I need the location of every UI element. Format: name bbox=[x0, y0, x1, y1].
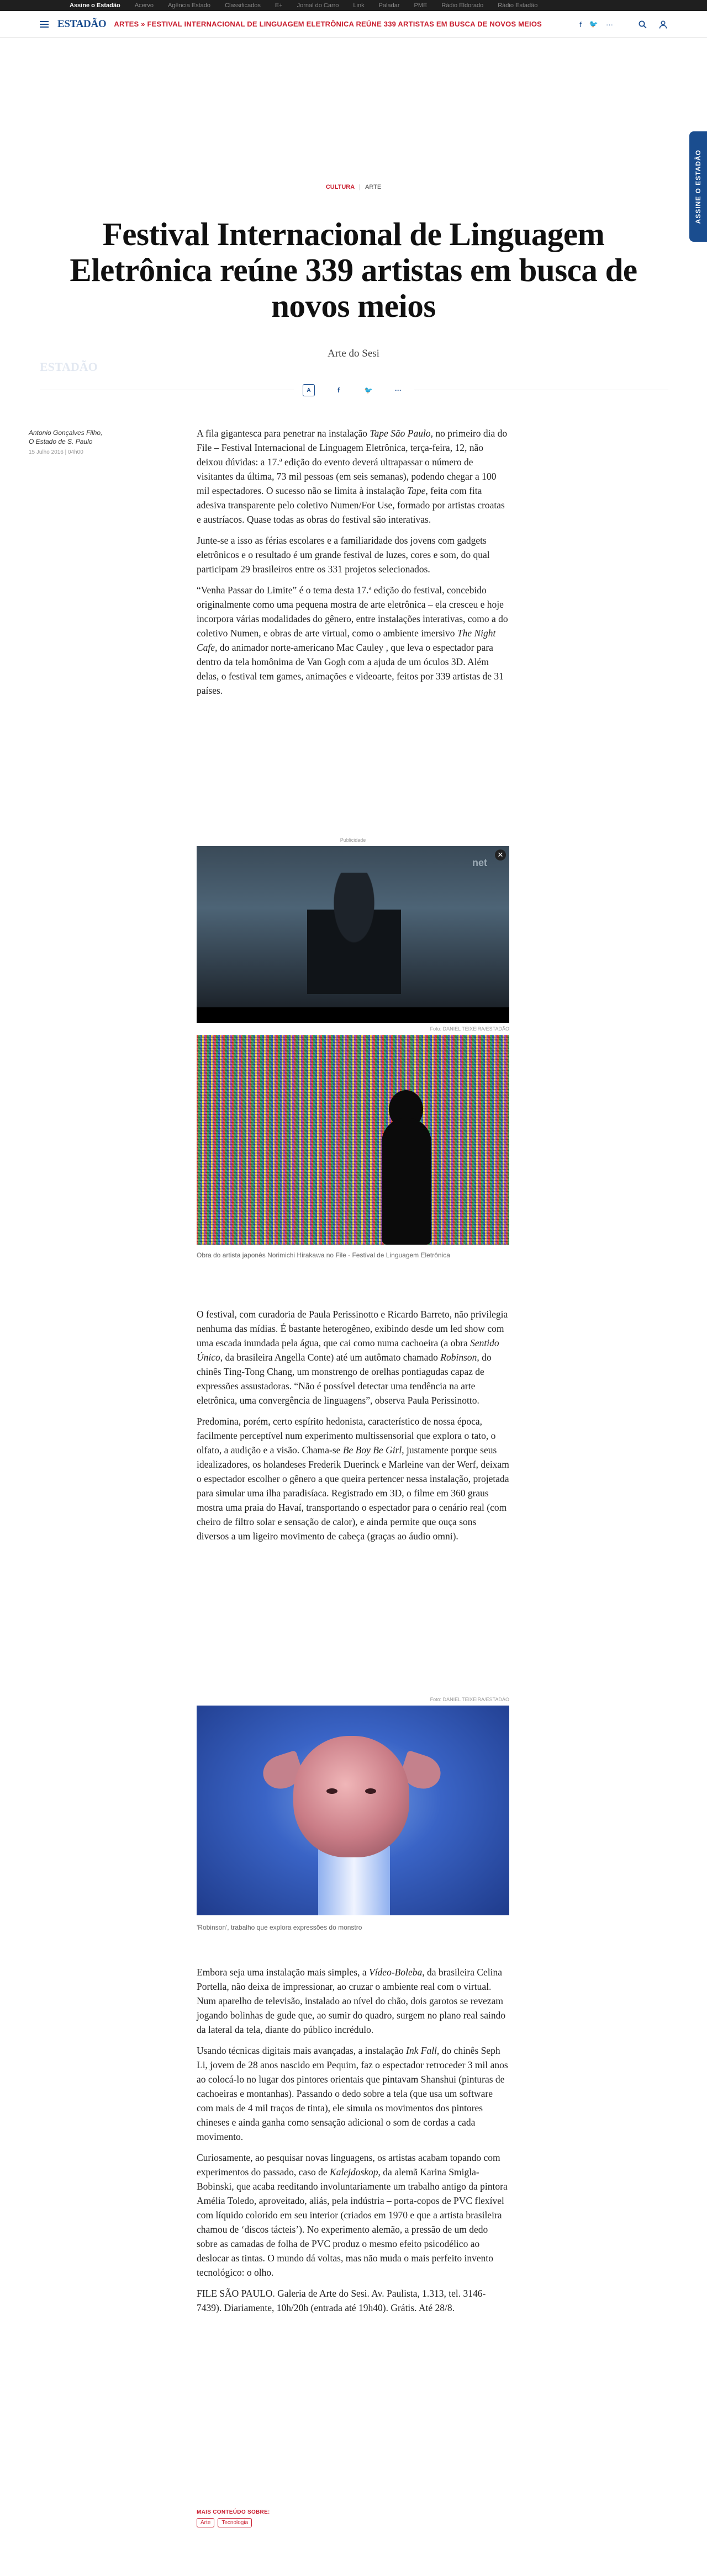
breadcrumb[interactable]: ARTES » FESTIVAL INTERNACIONAL DE LINGUAGEM ELETRÔNICA REÚNE 339 ARTISTAS EM BUSCA DE NOVOS MEIOS bbox=[114, 20, 542, 28]
paladar-link[interactable]: Paladar bbox=[378, 2, 400, 9]
category-line: CULTURA | ARTE bbox=[325, 184, 382, 190]
article-body-3 bbox=[197, 1965, 509, 2322]
article-subtitle: Arte do Sesi bbox=[328, 348, 379, 359]
radio-estadao-link[interactable]: Rádio Estadão bbox=[498, 2, 538, 9]
photo-credit: Foto: DANIEL TEIXEIRA/ESTADÃO bbox=[430, 1026, 509, 1032]
assine-tab-label: ASSINE O ESTADÃO bbox=[694, 149, 702, 224]
ghost-logo: ESTADÃO bbox=[40, 360, 98, 374]
more-content-label: MAIS CONTEÚDO SOBRE: bbox=[197, 2509, 270, 2515]
image-caption: 'Robinson', trabalho que explora expressões do monstro bbox=[197, 1924, 362, 1931]
paragraph: “Venha Passar do Limite” é o tema desta 17.ª edição do festival, concebido originalmente como uma pequena mostra de arte eletrônica – ela cresceu e hoje incorpora várias modalidades do gênero, entre instalações interativas, como a do coletivo Numen, e obras de arte virtual, como o ambiente imersivo The Night Cafe, do animador norte-americano Mac Cauley , que leva o espectador para dentro da tela homônima de Van Gogh com a ajuda de um óculos 3D. Além delas, o festival tem games, animações e videoarte, feitos por 339 artistas de 31 países. bbox=[197, 585, 508, 696]
article-body-1 bbox=[197, 426, 509, 704]
close-icon[interactable]: ✕ bbox=[495, 849, 506, 861]
tag-arte[interactable]: Arte bbox=[197, 2518, 214, 2527]
facebook-icon[interactable]: f bbox=[579, 20, 582, 29]
tag-tecnologia[interactable]: Tecnologia bbox=[218, 2518, 252, 2527]
paragraph: Embora seja uma instalação mais simples, a Vídeo-Boleba, da brasileira Celina Portella, não deixa de impressionar, ao cruzar o ambiente real com o virtual. Num aparelho de televisão, instalado ao nível do chão, dois garotos se revezam jogando bolinhas de gude que, ao sumir do quadro, surgem no plano real saindo da lateral da tela, diante do público incrédulo. bbox=[197, 1967, 506, 2035]
paragraph: Predomina, porém, certo espírito hedonista, característico de nossa época, facilmente perceptível num experimento multissensorial que explora o tato, o olfato, a audição e a visão. Chama-se Be Boy Be Girl, justamente porque seus idealizadores, os holandeses Frederik Duerinck e Marleine van der Werf, deixam o espectador escolher o gênero a que queira pertencer nessa instalação, projetada para simular uma ilha paradisíaca. Registrado em 3D, o filme em 360 graus mostra uma praia do Havaí, transportando o espectador para o cenário real (com cheiro de filtro solar e sensação de calor), e ainda permite que ouça sons diversos a um ligeiro movimento de cabeça (graças ao áudio omni). bbox=[197, 1416, 509, 1542]
category-arte[interactable]: ARTE bbox=[365, 184, 382, 190]
event-info: FILE SÃO PAULO. Galeria de Arte do Sesi. Av. Paulista, 1.313, tel. 3146-7439). Diariamente, 10h/20h (entrada até 19h40). Grátis. Até 28/8. bbox=[197, 2288, 486, 2313]
radio-eldorado-link[interactable]: Rádio Eldorado bbox=[441, 2, 484, 9]
estadao-logo[interactable]: ESTADÃO bbox=[57, 18, 107, 30]
link-link[interactable]: Link bbox=[353, 2, 365, 9]
menu-icon[interactable] bbox=[40, 21, 49, 28]
jornal-do-carro-link[interactable]: Jornal do Carro bbox=[297, 2, 339, 9]
ghost-sticky-header bbox=[40, 359, 667, 375]
facebook-share-icon[interactable]: f bbox=[333, 384, 345, 396]
e-mais-link[interactable]: E+ bbox=[275, 2, 283, 9]
paragraph: Usando técnicas digitais mais avançadas, a instalação Ink Fall, do chinês Seph Li, jovem de 28 anos nascido em Pequim, faz o espectador retroceder 3 mil anos ao colocá-lo no lugar dos pintores orientais que pintavam Shanshui (pinturas de cachoeiras e montanhas). Passando o dedo sobre a tela (que usa um software com mais de 4 mil traços de tinta), ele simula os movimentos dos pintores chineses e ainda ganha como sensação adicional o som de cordas a cada movimento. bbox=[197, 2045, 508, 2142]
author-outlet: O Estado de S. Paulo bbox=[29, 438, 93, 445]
share-bar bbox=[0, 381, 707, 400]
article-body-2 bbox=[197, 1307, 509, 1550]
publish-date: 15 Julho 2016 | 04h00 bbox=[29, 449, 83, 455]
paragraph: Junte-se a isso as férias escolares e a familiaridade dos jovens com gadgets eletrônicos e o resultado é um grande festival de luzes, cores e som, do qual participam 29 brasileiros entre os 331 projetos selecionados. bbox=[197, 535, 490, 575]
twitter-icon[interactable]: 🐦 bbox=[589, 20, 598, 28]
ad-label: Publicidade bbox=[340, 837, 366, 843]
article-title: Festival Internacional de Linguagem Eletrônica reúne 339 artistas em busca de novos meios bbox=[70, 216, 637, 324]
classificados-link[interactable]: Classificados bbox=[225, 2, 261, 9]
search-icon[interactable] bbox=[639, 20, 647, 29]
category-cultura[interactable]: CULTURA bbox=[325, 184, 355, 190]
header-share bbox=[579, 11, 613, 38]
tag-list bbox=[197, 2518, 252, 2527]
font-size-icon[interactable]: A bbox=[303, 384, 315, 396]
twitter-share-icon[interactable]: 🐦 bbox=[362, 384, 374, 396]
assine-link[interactable]: Assine o Estadão bbox=[70, 2, 120, 9]
pme-link[interactable]: PME bbox=[414, 2, 428, 9]
article-image-robinson bbox=[197, 1706, 509, 1915]
byline bbox=[29, 428, 128, 457]
image-caption: Obra do artista japonês Norimichi Hirakawa no File - Festival de Linguagem Eletrônica bbox=[197, 1251, 450, 1259]
acervo-link[interactable]: Acervo bbox=[134, 2, 154, 9]
video-ad[interactable]: net ✕ bbox=[197, 846, 509, 1023]
site-header bbox=[0, 11, 707, 38]
top-links-bar bbox=[0, 0, 707, 11]
paragraph: O festival, com curadoria de Paula Perissinotto e Ricardo Barreto, não privilegia nenhuma das mídias. É bastante heterogêneo, exibindo desde um led show com uma escada inundada pela água, que cai como numa cachoeira (a obra Sentido Único, da brasileira Angella Conte) até um autômato chamado Robinson, do chinês Ting-Tong Chang, um monstrengo de orelhas pontiagudas capaz de expressões assustadoras. “Não é possível detectar uma tendência na arte eletrônica, uma convergência de linguagens”, observa Paula Perissinotto. bbox=[197, 1309, 508, 1406]
photo-credit: Foto: DANIEL TEIXEIRA/ESTADÃO bbox=[430, 1697, 509, 1702]
author-name: Antonio Gonçalves Filho, bbox=[29, 429, 103, 437]
paragraph: A fila gigantesca para penetrar na instalação Tape São Paulo, no primeiro dia do File – Festival Internacional de Linguagem Eletrônica, terça-feira, 12, não deixou dúvidas: a 17.ª edição do evento deverá ultrapassar o número de visitantes da última, 73 mil pessoas (em seis semanas), podendo chegar a 100 mil espectadores. O sucesso não se limita à instalação Tape, feita com fita adesiva transparente pelo coletivo Numen/For Use, formado por artistas croatas e austríacos. Quase todas as obras do festival são interativas. bbox=[197, 428, 508, 525]
more-share-icon[interactable]: ··· bbox=[606, 20, 613, 29]
article-image-hirakawa bbox=[197, 1035, 509, 1245]
more-share-icon[interactable]: ··· bbox=[392, 384, 404, 396]
agencia-estado-link[interactable]: Agência Estado bbox=[167, 2, 211, 9]
header-tools bbox=[639, 11, 667, 38]
user-icon[interactable] bbox=[659, 20, 667, 29]
paragraph: Curiosamente, ao pesquisar novas linguagens, os artistas acabam topando com experimentos do passado, caso de Kalejdoskop, da alemã Karina Smigla-Bobinski, que acaba reeditando involuntariamente um trabalho antigo da pintora Amélia Toledo, aproveitado, aliás, pela indústria – porta-copos de PVC flexível com líquido colorido em seu interior (criados em 1970 e que a artista brasileira chamou de ‘discos tácteis’). No experimento alemão, a pressão de um dedo sobre as camadas de folha de PVC produz o mesmo efeito psicodélico ao deslocar as tintas. O mundo dá voltas, mas não muda o mais perfeito invento tecnológico: o olho. bbox=[197, 2152, 508, 2278]
